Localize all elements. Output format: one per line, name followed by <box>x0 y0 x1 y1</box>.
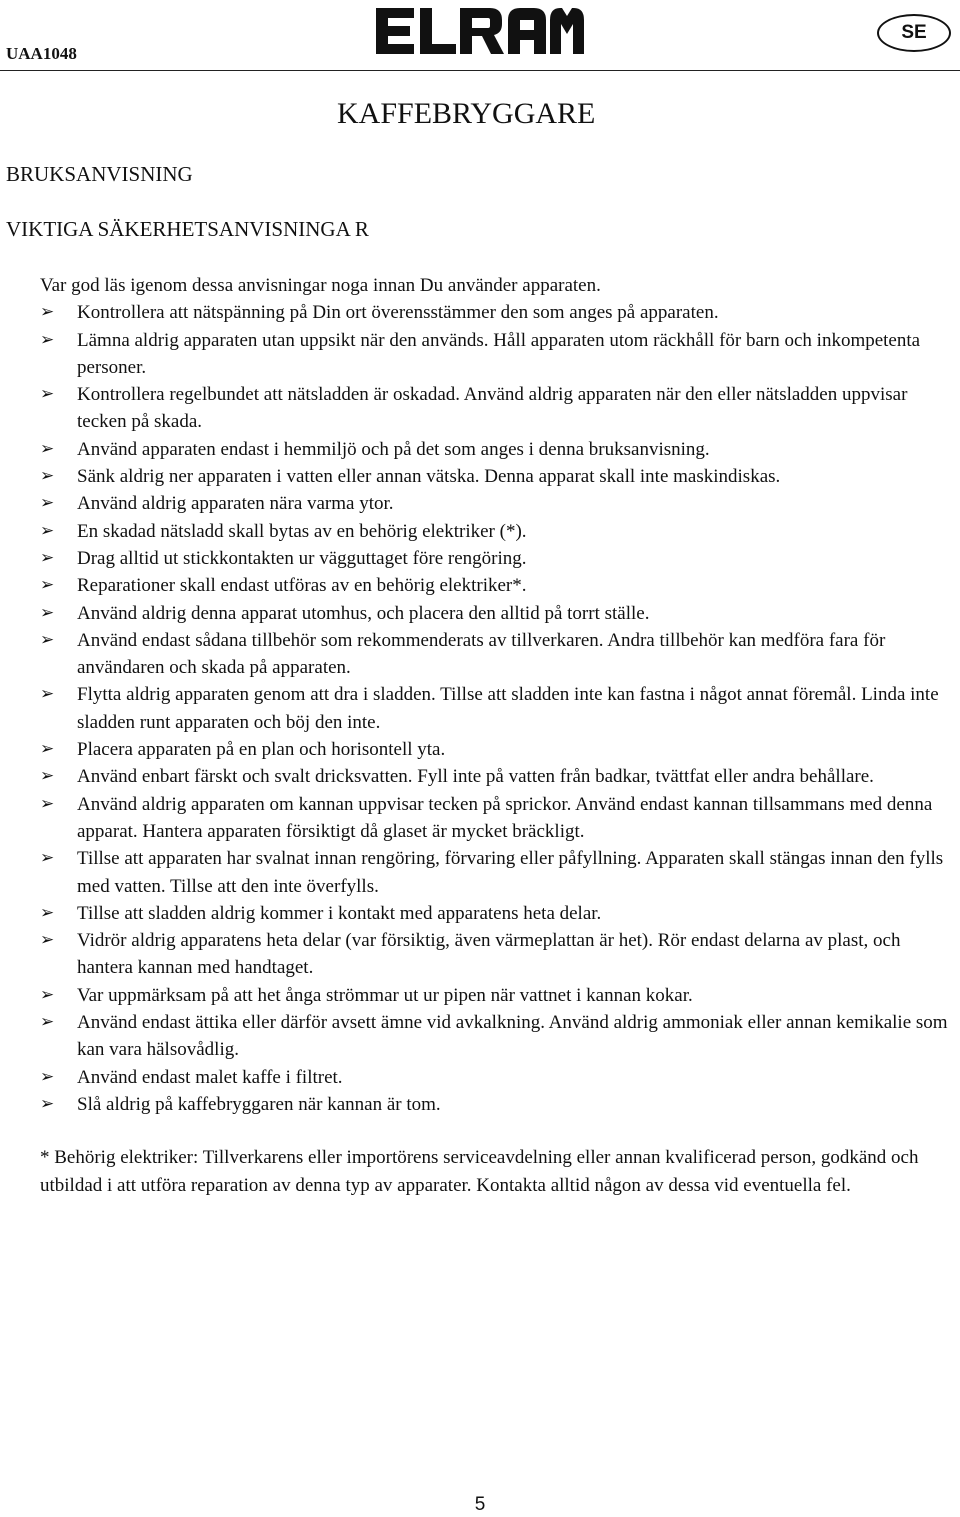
list-item <box>40 299 958 326</box>
safety-content <box>40 272 958 1199</box>
list-item <box>40 681 958 736</box>
list-item-text: Tillse att apparaten har svalnat innan rengöring, förvaring eller påfyllning. Apparaten skall stängas innan den fylls med vatten. Tillse att den inte överfylls. <box>77 848 944 897</box>
list-item <box>40 1009 958 1064</box>
arrow-bullet-icon: ➢ <box>40 493 55 514</box>
arrow-bullet-icon: ➢ <box>40 629 55 650</box>
list-item <box>40 763 958 790</box>
list-item-text: Lämna aldrig apparaten utan uppsikt när den används. Håll apparaten utom räckhåll för barn och inkompetenta personer. <box>77 329 921 378</box>
list-item <box>40 518 958 545</box>
list-item-text: Reparationer skall endast utföras av en behörig elektriker*. <box>77 575 527 597</box>
document-title: KAFFEBRYGGARE <box>337 97 596 130</box>
list-item <box>40 900 958 927</box>
arrow-bullet-icon: ➢ <box>40 793 55 814</box>
list-item-text: Sänk aldrig ner apparaten i vatten eller annan vätska. Denna apparat skall inte maskindiskas. <box>77 466 781 488</box>
arrow-bullet-icon: ➢ <box>40 438 55 459</box>
list-item-text: Var uppmärksam på att het ånga strömmar ut ur pipen när vattnet i kannan kokar. <box>77 984 693 1006</box>
arrow-bullet-icon: ➢ <box>40 302 55 323</box>
list-item <box>40 627 958 682</box>
list-item-text: En skadad nätsladd skall bytas av en behörig elektriker (*). <box>77 520 527 542</box>
list-item-text: Använd endast sådana tillbehör som rekommenderats av tillverkaren. Andra tillbehör kan medföra fara för användaren och skada på apparaten. <box>77 629 886 679</box>
list-item-text: Använd enbart färskt och svalt dricksvatten. Fyll inte på vatten från badkar, tvättfat eller andra behållare. <box>77 766 874 788</box>
arrow-bullet-icon: ➢ <box>40 848 55 869</box>
arrow-bullet-icon: ➢ <box>40 329 55 350</box>
arrow-bullet-icon: ➢ <box>40 984 55 1005</box>
list-item-text: Kontrollera regelbundet att nätsladden är oskadad. Använd aldrig apparaten när den eller nätsladden uppvisar tecken på skada. <box>77 384 908 433</box>
list-item <box>40 600 958 627</box>
list-item <box>40 327 958 382</box>
list-item <box>40 1064 958 1091</box>
list-item-text: Drag alltid ut stickkontakten ur vägguttaget före rengöring. <box>77 547 527 569</box>
list-item-text: Använd endast ättika eller därför avsett ämne vid avkalkning. Använd aldrig ammoniak eller annan kemikalie som kan vara hälsovådlig. <box>77 1012 948 1061</box>
arrow-bullet-icon: ➢ <box>40 930 55 951</box>
list-item <box>40 791 958 846</box>
list-item-text: Använd aldrig apparaten om kannan uppvisar tecken på sprickor. Använd endast kannan tillsammans med denna apparat. Hantera apparaten försiktigt då glaset är mycket bräckligt. <box>77 793 933 842</box>
list-item <box>40 463 958 490</box>
list-item <box>40 572 958 599</box>
arrow-bullet-icon: ➢ <box>40 384 55 405</box>
footnote: * Behörig elektriker: Tillverkarens eller importörens serviceavdelning eller annan kvalificerad person, godkänd och utbildad i att utföra reparation av denna typ av apparater. Kontakta alltid någon av dessa vid eventuella fel. <box>40 1147 919 1196</box>
list-item-text: Använd aldrig apparaten nära varma ytor. <box>77 493 394 515</box>
list-item <box>40 927 958 982</box>
list-item <box>40 1091 958 1118</box>
arrow-bullet-icon: ➢ <box>40 466 55 487</box>
list-item-text: Slå aldrig på kaffebryggaren när kannan är tom. <box>77 1093 441 1115</box>
arrow-bullet-icon: ➢ <box>40 547 55 568</box>
list-item <box>40 845 958 900</box>
language-badge: SE <box>877 14 951 52</box>
list-item <box>40 490 958 517</box>
arrow-bullet-icon: ➢ <box>40 1066 55 1087</box>
arrow-bullet-icon: ➢ <box>40 602 55 623</box>
arrow-bullet-icon: ➢ <box>40 1093 55 1114</box>
list-item <box>40 545 958 572</box>
arrow-bullet-icon: ➢ <box>40 766 55 787</box>
list-item-text: Placera apparaten på en plan och horisontell yta. <box>77 739 446 761</box>
list-item-text: Kontrollera att nätspänning på Din ort överensstämmer den som anges på apparaten. <box>77 302 719 324</box>
arrow-bullet-icon: ➢ <box>40 739 55 760</box>
list-item-text: Vidrör aldrig apparatens heta delar (var försiktig, även värmeplattan är het). Rör endast delarna av plast, och hantera kannan med handtaget. <box>77 930 901 979</box>
list-item-text: Tillse att sladden aldrig kommer i kontakt med apparatens heta delar. <box>77 902 602 924</box>
list-item <box>40 736 958 763</box>
safety-rules-list <box>40 299 958 1118</box>
header-rule <box>0 70 960 71</box>
page-number: 5 <box>474 1494 486 1515</box>
arrow-bullet-icon: ➢ <box>40 684 55 705</box>
model-code: UAA1048 <box>6 44 77 63</box>
arrow-bullet-icon: ➢ <box>40 902 55 923</box>
list-item <box>40 436 958 463</box>
safety-heading: VIKTIGA SÄKERHETSANVISNINGA R <box>6 217 369 241</box>
list-item-text: Använd aldrig denna apparat utomhus, och placera den alltid på torrt ställe. <box>77 602 650 624</box>
arrow-bullet-icon: ➢ <box>40 520 55 541</box>
manual-heading: BRUKSANVISNING <box>6 162 193 186</box>
list-item <box>40 381 958 436</box>
intro-text: Var god läs igenom dessa anvisningar noga innan Du använder apparaten. <box>40 275 601 296</box>
list-item-text: Använd apparaten endast i hemmiljö och på det som anges i denna bruksanvisning. <box>77 438 710 460</box>
list-item-text: Flytta aldrig apparaten genom att dra i sladden. Tillse att sladden inte kan fastna i något annat föremål. Linda inte sladden runt apparaten och böj den inte. <box>77 684 939 733</box>
elram-logo <box>374 4 586 58</box>
list-item-text: Använd endast malet kaffe i filtret. <box>77 1066 343 1088</box>
arrow-bullet-icon: ➢ <box>40 575 55 596</box>
arrow-bullet-icon: ➢ <box>40 1012 55 1033</box>
list-item <box>40 982 958 1009</box>
